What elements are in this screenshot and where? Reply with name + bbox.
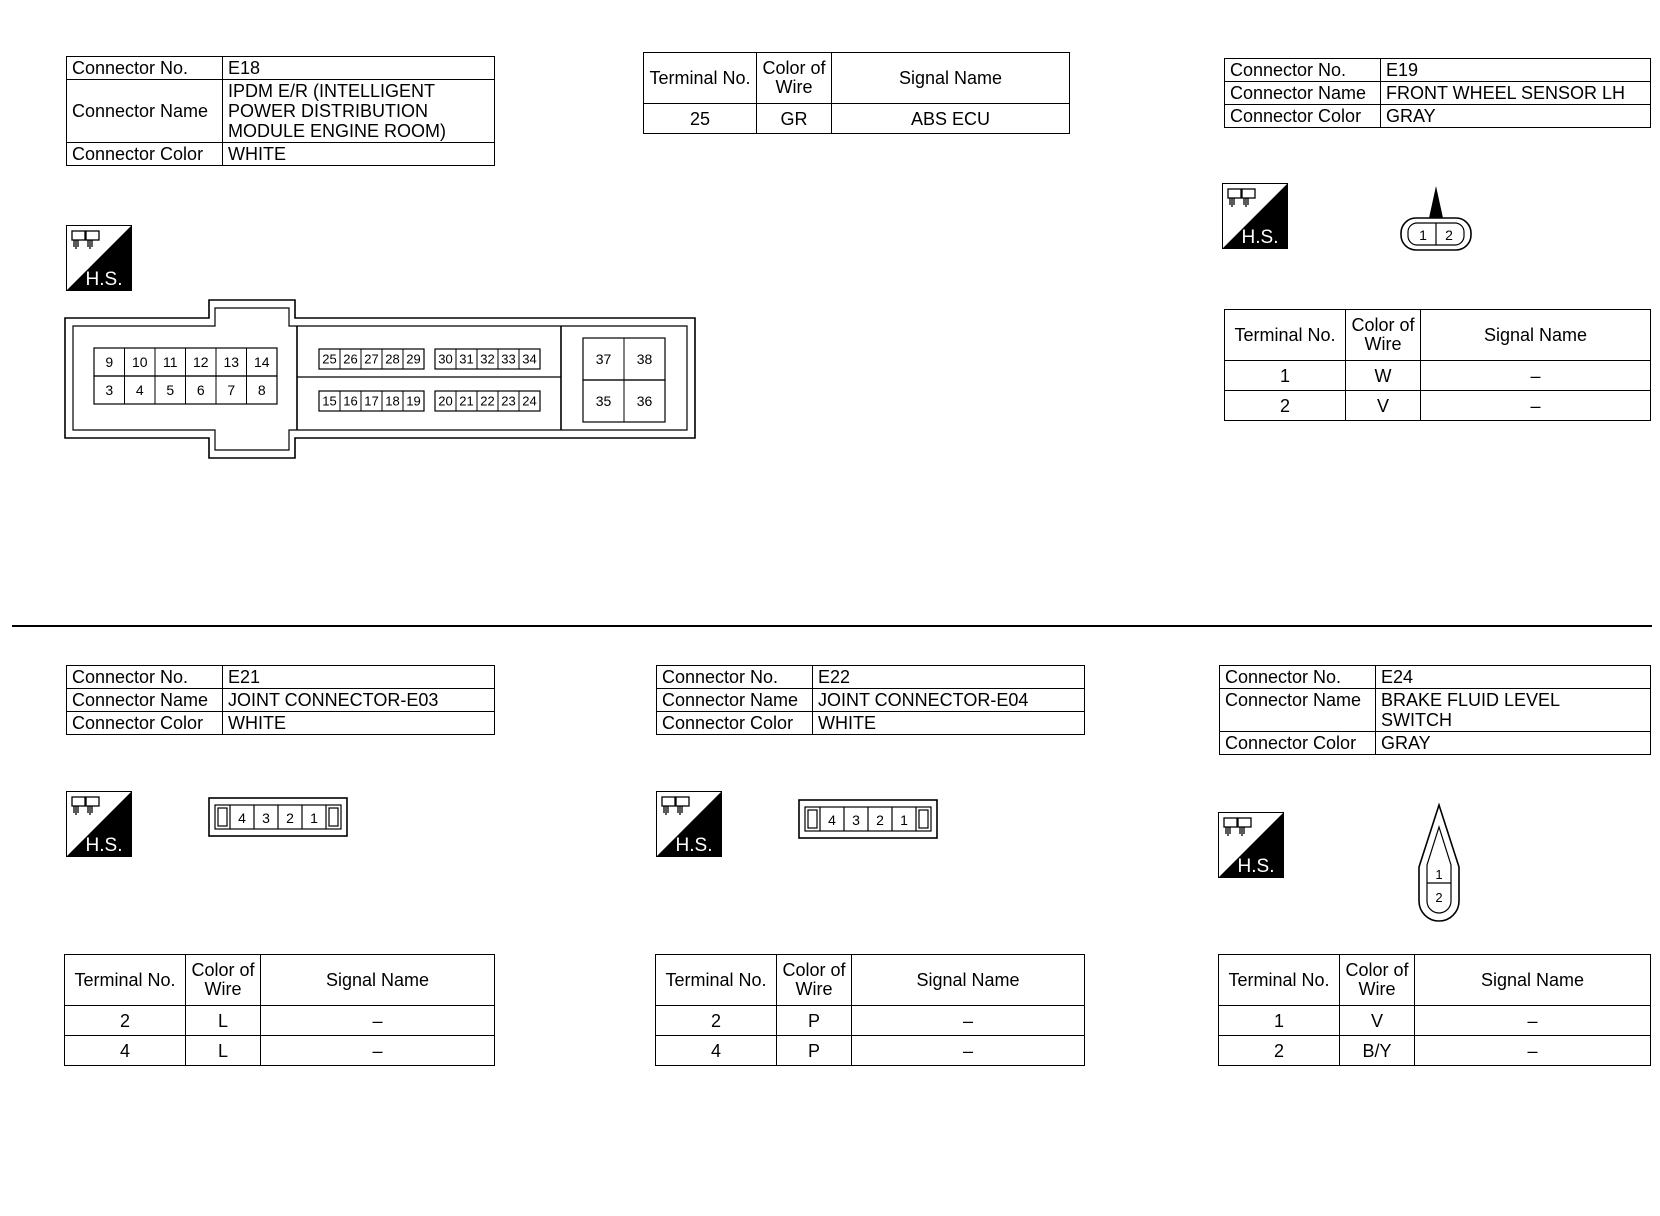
pin-27: 27 [364,351,379,367]
connector-color-value: WHITE [813,712,1085,735]
wire-color-cell: B/Y [1340,1036,1415,1066]
harness-side-icon [1222,183,1288,249]
section-divider [12,625,1652,627]
terminal-no-cell: 25 [644,104,757,134]
wire-color-cell: L [186,1036,261,1066]
wire-color-cell: L [186,1006,261,1036]
signal-name-cell: – [1421,361,1651,391]
pin-24: 24 [522,393,537,409]
pin-26: 26 [343,351,358,367]
connector-name-value: JOINT CONNECTOR-E04 [813,689,1085,712]
signal-name-header: Signal Name [832,53,1070,104]
pin-11: 11 [162,354,178,371]
connector-color-label: Connector Color [67,143,223,166]
pin-37: 37 [595,351,612,368]
connector-name-value: FRONT WHEEL SENSOR LH [1381,82,1651,105]
pin-4: 4 [135,382,144,399]
wire-color-header: Color of Wire [1346,310,1421,361]
pin-10: 10 [131,354,148,371]
pin-36: 36 [636,393,653,410]
signal-name-header: Signal Name [1415,955,1651,1006]
terminal-no-cell: 2 [656,1006,777,1036]
pin-23: 23 [501,393,516,409]
connector-name-value: JOINT CONNECTOR-E03 [223,689,495,712]
pin-1: 1 [900,812,908,828]
connector-name-value: BRAKE FLUID LEVEL SWITCH [1376,689,1651,732]
pin-4: 4 [238,810,246,826]
pin-22: 22 [480,393,495,409]
signal-name-header: Signal Name [1421,310,1651,361]
pin-9: 9 [105,354,114,371]
pin-1: 1 [1419,227,1427,243]
wire-color-header: Color of Wire [1340,955,1415,1006]
connector-name-label: Connector Name [67,80,223,143]
connector-name-label: Connector Name [657,689,813,712]
e24-connector-face [1414,803,1464,925]
connector-no-value: E19 [1381,59,1651,82]
pin-21: 21 [459,393,474,409]
pin-2: 2 [1445,227,1453,243]
pin-3: 3 [105,382,114,399]
e18-connector-face [64,298,698,460]
terminal-no-cell: 4 [656,1036,777,1066]
signal-name-cell: – [261,1036,495,1066]
terminal-no-cell: 2 [1219,1036,1340,1066]
hs-label: H.S. [85,269,123,290]
e19-terminal-table [1224,309,1651,421]
signal-name-cell: – [852,1006,1085,1036]
connector-no-label: Connector No. [1220,666,1376,689]
e19-connector-face [1398,184,1474,254]
pin-6: 6 [196,382,205,399]
signal-name-cell: – [1415,1036,1651,1066]
pin-25: 25 [322,351,337,367]
terminal-no-cell: 1 [1219,1006,1340,1036]
pin-31: 31 [459,351,474,367]
connector-no-label: Connector No. [67,57,223,80]
hs-label: H.S. [675,835,713,856]
connector-no-label: Connector No. [67,666,223,689]
terminal-no-cell: 1 [1225,361,1346,391]
pin-19: 19 [406,393,421,409]
e18-pin-grid [94,338,665,422]
harness-side-icon [1218,812,1284,878]
pin-1: 1 [1435,867,1443,882]
pin-16: 16 [343,393,358,409]
connector-color-label: Connector Color [657,712,813,735]
pin-18: 18 [385,393,400,409]
pin-2: 2 [1435,890,1443,905]
terminal-no-header: Terminal No. [644,53,757,104]
e22-terminal-table [655,954,1085,1066]
connector-color-label: Connector Color [1225,105,1381,128]
connector-no-value: E21 [223,666,495,689]
pin-29: 29 [406,351,421,367]
pin-35: 35 [595,393,612,410]
signal-name-cell: ABS ECU [832,104,1070,134]
pin-2: 2 [286,810,294,826]
terminal-no-header: Terminal No. [1219,955,1340,1006]
pin-20: 20 [438,393,453,409]
pin-13: 13 [223,354,240,371]
wire-color-header: Color of Wire [186,955,261,1006]
pin-3: 3 [262,810,270,826]
connector-no-value: E22 [813,666,1085,689]
connector-name-value: IPDM E/R (INTELLIGENT POWER DISTRIBUTION MODULE ENGINE ROOM) [223,80,495,143]
pin-1: 1 [310,810,318,826]
connector-color-value: GRAY [1376,732,1651,755]
pin-28: 28 [385,351,400,367]
signal-name-cell: – [1415,1006,1651,1036]
pin-32: 32 [480,351,495,367]
e21-connector-face [208,797,348,839]
pin-30: 30 [438,351,453,367]
connector-color-label: Connector Color [1220,732,1376,755]
pin-8: 8 [257,382,266,399]
e24-terminal-table [1218,954,1651,1066]
e18-terminal-table [643,52,1070,134]
pin-3: 3 [852,812,860,828]
pin-15: 15 [322,393,337,409]
connector-no-label: Connector No. [1225,59,1381,82]
connector-no-value: E24 [1376,666,1651,689]
e22-connector-info-table [656,665,1085,735]
pin-2: 2 [876,812,884,828]
hs-label: H.S. [1241,227,1279,248]
e21-terminal-table [64,954,495,1066]
pin-14: 14 [253,354,270,371]
connector-name-label: Connector Name [1220,689,1376,732]
harness-side-icon [66,791,132,857]
wire-color-cell: V [1340,1006,1415,1036]
terminal-no-header: Terminal No. [656,955,777,1006]
pin-12: 12 [192,354,209,371]
terminal-no-cell: 4 [65,1036,186,1066]
wire-color-cell: W [1346,361,1421,391]
e21-connector-info-table [66,665,495,735]
connector-name-label: Connector Name [67,689,223,712]
pin-4: 4 [828,812,836,828]
terminal-no-cell: 2 [1225,391,1346,421]
harness-side-icon [66,225,132,291]
connector-color-value: WHITE [223,712,495,735]
terminal-no-header: Terminal No. [1225,310,1346,361]
connector-no-value: E18 [223,57,495,80]
wire-color-header: Color of Wire [777,955,852,1006]
pin-38: 38 [636,351,653,368]
pin-33: 33 [501,351,516,367]
signal-name-header: Signal Name [852,955,1085,1006]
signal-name-cell: – [852,1036,1085,1066]
pin-17: 17 [364,393,379,409]
connector-color-label: Connector Color [67,712,223,735]
connector-name-label: Connector Name [1225,82,1381,105]
wire-color-cell: GR [757,104,832,134]
e24-connector-info-table [1219,665,1651,755]
signal-name-cell: – [1421,391,1651,421]
wire-color-cell: P [777,1036,852,1066]
e18-connector-info-table [66,56,495,166]
terminal-no-header: Terminal No. [65,955,186,1006]
wire-color-cell: P [777,1006,852,1036]
signal-name-cell: – [261,1006,495,1036]
harness-side-icon [656,791,722,857]
terminal-no-cell: 2 [65,1006,186,1036]
connector-color-value: WHITE [223,143,495,166]
pin-34: 34 [522,351,537,367]
connector-no-label: Connector No. [657,666,813,689]
e19-connector-info-table [1224,58,1651,128]
pin-5: 5 [166,382,175,399]
e22-connector-face [798,799,938,841]
wire-color-cell: V [1346,391,1421,421]
signal-name-header: Signal Name [261,955,495,1006]
hs-label: H.S. [85,835,123,856]
hs-label: H.S. [1237,856,1275,877]
wire-color-header: Color of Wire [757,53,832,104]
connector-color-value: GRAY [1381,105,1651,128]
pin-7: 7 [227,382,236,399]
